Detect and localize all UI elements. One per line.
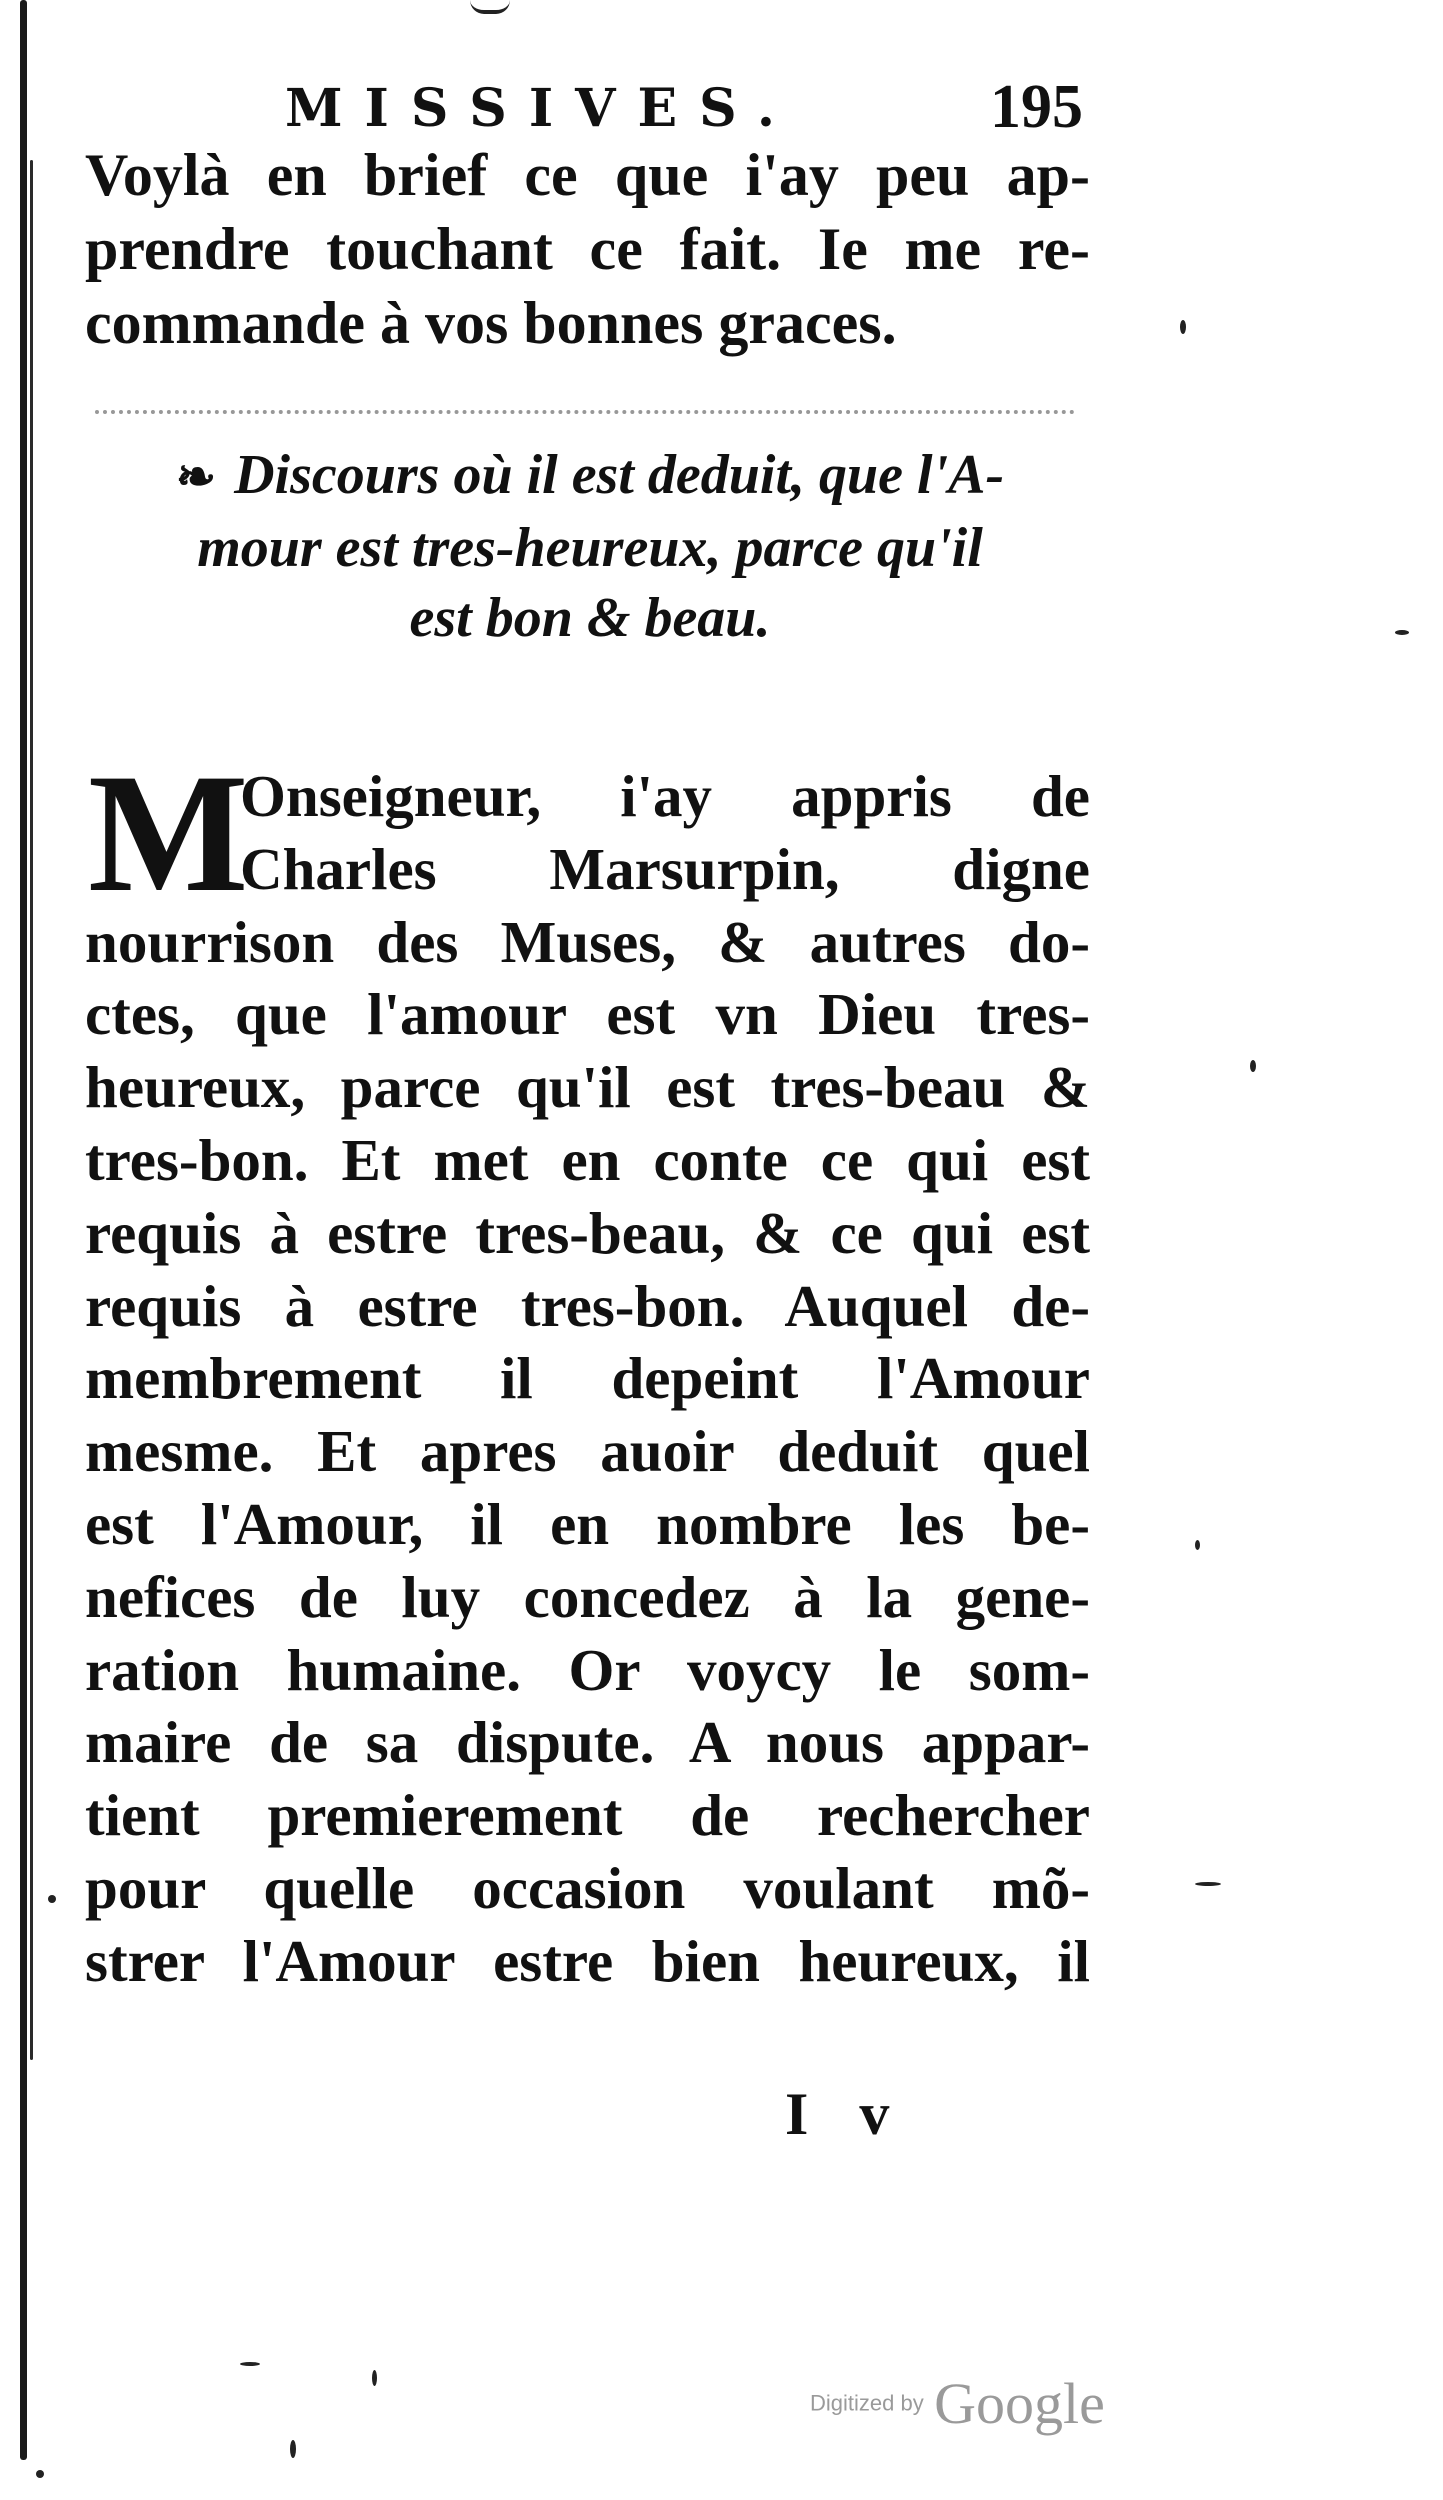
fleuron-icon: ❧ bbox=[175, 451, 217, 504]
letter-line: membrement il depeint l'Amour bbox=[85, 1345, 1090, 1412]
letter-line: est l'Amour, il en nombre les be- bbox=[85, 1490, 1090, 1557]
ink-speck bbox=[1195, 1540, 1200, 1550]
letter-opening-lines bbox=[240, 760, 1090, 906]
letter-line: tient premierement de rechercher bbox=[85, 1782, 1090, 1849]
letter-line: Charles Marsurpin, digne bbox=[240, 835, 1090, 902]
letter-line: nourrison des Muses, & autres do- bbox=[85, 908, 1090, 975]
ink-speck bbox=[1395, 630, 1409, 635]
section-divider bbox=[95, 410, 1075, 434]
signature-mark: I v bbox=[785, 2081, 908, 2147]
section-heading bbox=[90, 440, 1090, 653]
digitized-watermark bbox=[810, 2370, 1105, 2437]
closing-line: prendre touchant ce fait. Ie me re- bbox=[85, 216, 1090, 282]
letter-line: maire de sa dispute. A nous appar- bbox=[85, 1709, 1090, 1776]
letter-line: ctes, que l'amour est vn Dieu tres- bbox=[85, 981, 1090, 1048]
ink-speck bbox=[1250, 1060, 1256, 1072]
closing-line: commande à vos bonnes graces. bbox=[85, 290, 897, 356]
letter-body bbox=[85, 906, 1090, 1998]
ink-speck bbox=[1195, 1882, 1221, 1886]
letter-line: requis à estre tres-beau, & ce qui est bbox=[85, 1199, 1090, 1266]
ink-speck bbox=[372, 2370, 377, 2386]
page-gutter-shadow bbox=[30, 160, 33, 2060]
running-head: MISSIVES. bbox=[285, 78, 797, 139]
letter-line: nefices de luy concedez à la gene- bbox=[85, 1563, 1090, 1630]
ink-speck bbox=[1180, 320, 1186, 334]
letter-line: Onseigneur, i'ay appris de bbox=[240, 763, 1090, 829]
ink-speck bbox=[48, 1895, 56, 1903]
page-number: 195 bbox=[990, 73, 1083, 141]
letter-line: pour quelle occasion voulant mõ- bbox=[85, 1854, 1090, 1921]
drop-cap-initial: M bbox=[88, 739, 249, 927]
section-heading-line: ❧ Discours où il est deduit, que l'A- bbox=[175, 444, 1005, 506]
letter-line: strer l'Amour estre bien heureux, il bbox=[85, 1927, 1090, 1994]
watermark-prefix: Digitized by bbox=[810, 2390, 924, 2416]
section-heading-line: est bon & beau. bbox=[409, 587, 771, 649]
ink-speck bbox=[290, 2440, 296, 2458]
section-heading-line: mour est tres-heureux, parce qu'il bbox=[197, 517, 983, 579]
ink-speck bbox=[240, 2362, 260, 2366]
letter-line: heureux, parce qu'il est tres-beau & bbox=[85, 1054, 1090, 1121]
letter-line: requis à estre tres-bon. Auquel de- bbox=[85, 1272, 1090, 1339]
top-ink-mark bbox=[470, 0, 510, 14]
ink-speck bbox=[36, 2470, 44, 2478]
closing-paragraph bbox=[85, 138, 1090, 360]
page-gutter-edge bbox=[20, 0, 27, 2460]
letter-line: mesme. Et apres auoir deduit quel bbox=[85, 1418, 1090, 1485]
google-logo: Google bbox=[934, 2371, 1105, 2436]
letter-line: ration humaine. Or voycy le som- bbox=[85, 1636, 1090, 1703]
letter-line: tres-bon. Et met en conte ce qui est bbox=[85, 1126, 1090, 1193]
closing-line: Voylà en brief ce que i'ay peu ap- bbox=[85, 142, 1090, 208]
